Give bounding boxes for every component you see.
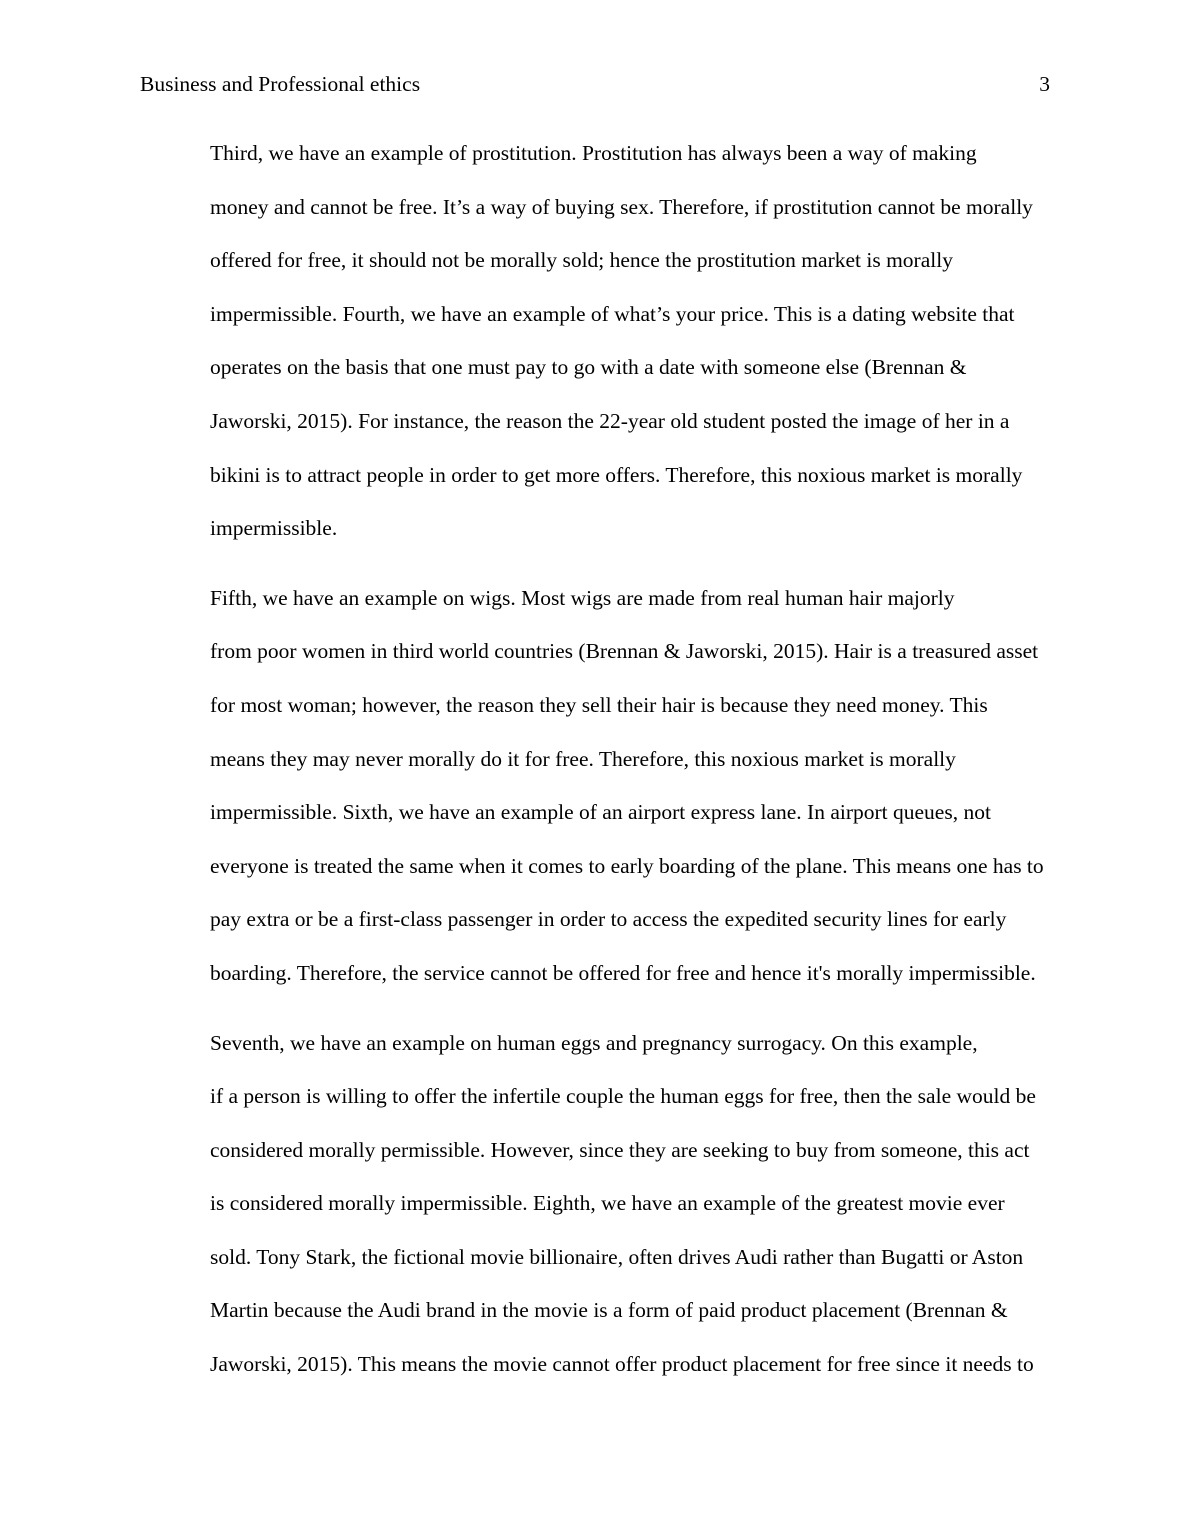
document-body — [140, 127, 1050, 1392]
text-line: boarding. Therefore, the service cannot be offered for free and hence it's morally impermissible. — [210, 960, 1036, 985]
text-line: for most woman; however, the reason they sell their hair is because they need money. This — [210, 692, 988, 717]
text-line: impermissible. Sixth, we have an example of an airport express lane. In airport queues, not — [210, 800, 991, 825]
text-line: Martin because the Audi brand in the movie is a form of paid product placement (Brennan & — [210, 1298, 1008, 1323]
text-line: pay extra or be a first-class passenger in order to access the expedited security lines for early — [210, 907, 1007, 932]
text-line: everyone is treated the same when it comes to early boarding of the plane. This means one has to — [210, 853, 1044, 878]
text-line: Fifth, we have an example on wigs. Most wigs are made from real human hair majorly — [210, 585, 955, 610]
text-line: sold. Tony Stark, the fictional movie billionaire, often drives Audi rather than Bugatti or Aston — [210, 1244, 1024, 1269]
text-line: impermissible. Fourth, we have an example of what’s your price. This is a dating website that — [210, 301, 1015, 326]
text-line: Jaworski, 2015). For instance, the reason the 22-year old student posted the image of her in a — [210, 408, 1010, 433]
text-line: bikini is to attract people in order to get more offers. Therefore, this noxious market is morally — [210, 462, 1023, 487]
paragraph-eggs-movie — [140, 1017, 1050, 1392]
text-line: money and cannot be free. It’s a way of buying sex. Therefore, if prostitution cannot be morally — [210, 194, 1033, 219]
text-line: impermissible. — [210, 516, 338, 541]
running-head: Business and Professional ethics — [140, 72, 421, 96]
text-line: operates on the basis that one must pay to go with a date with someone else (Brennan & — [210, 355, 967, 380]
text-line: offered for free, it should not be morally sold; hence the prostitution market is morally — [210, 248, 953, 273]
text-line: considered morally permissible. However, since they are seeking to buy from someone, this act — [210, 1137, 1030, 1162]
text-line: if a person is willing to offer the infertile couple the human eggs for free, then the sale would be — [210, 1084, 1036, 1109]
text-line: means they may never morally do it for free. Therefore, this noxious market is morally — [210, 746, 956, 771]
text-line: is considered morally impermissible. Eighth, we have an example of the greatest movie ever — [210, 1191, 1005, 1216]
text-line: Third, we have an example of prostitution. Prostitution has always been a way of making — [210, 141, 977, 165]
text-line: Seventh, we have an example on human eggs and pregnancy surrogacy. On this example, — [210, 1030, 978, 1055]
text-line: Jaworski, 2015). This means the movie cannot offer product placement for free since it needs to — [210, 1352, 1034, 1377]
paragraph-prostitution-dating — [140, 127, 1050, 556]
page-number: 3 — [1039, 72, 1050, 96]
paragraph-wigs-airport — [140, 572, 1050, 1001]
text-line: from poor women in third world countries (Brennan & Jaworski, 2015). Hair is a treasured asset — [210, 639, 1039, 664]
